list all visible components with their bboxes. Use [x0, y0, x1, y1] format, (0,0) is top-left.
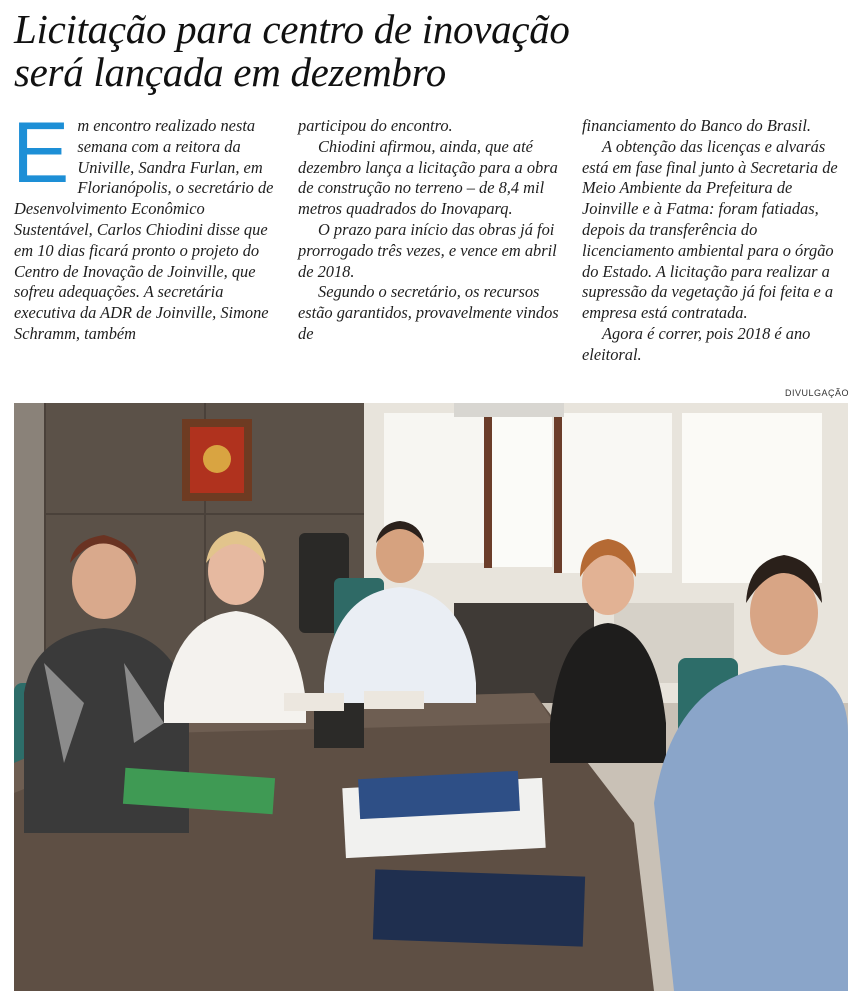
paragraph-5: A obtenção das licenças e alvarás está em fase final junto à Secretaria de Meio Ambiente da Prefeitura de Joinville e à Fatma: foram fatiadas, depois da transferência do licenciamento ambiental para o órgão do Estado. A licitação para realizar a supressão da vegetação já foi feita e a empresa está contratada. — [582, 136, 838, 323]
paragraph-1-continued: participou do encontro. — [298, 116, 453, 135]
paragraph-1 — [12, 105, 284, 345]
paragraph-4-continued: financiamento do Banco do Brasil. — [582, 116, 811, 135]
paragraph-4: Segundo o secretário, os recursos estão garantidos, provavelmente vindos de — [298, 282, 559, 343]
article-column-2 — [298, 116, 568, 345]
paragraph-2: Chiodini afirmou, ainda, que até dezembro lança a licitação para a obra de construção no terreno – de 8,4 mil metros quadrados do Inovaparq. — [298, 136, 558, 219]
photo-credit: DIVULGAÇÃO — [784, 388, 849, 398]
meeting-photo-illustration — [14, 403, 848, 991]
article-column-3 — [582, 116, 852, 366]
meeting-photo — [14, 403, 848, 991]
person-1 — [72, 543, 136, 619]
headline-line-2: será lançada em dezembro — [14, 49, 446, 95]
dark-folder — [373, 869, 585, 946]
article-column-1 — [12, 105, 284, 345]
headline-line-1: Licitação para centro de inovação — [14, 6, 570, 52]
paragraph-6: Agora é correr, pois 2018 é ano eleitoral. — [582, 323, 811, 364]
paragraph-1-text: m encontro realizado nesta semana com a reitora da Univille, Sandra Furlan, em Florianópolis, o secretário de Desenvolvimento Econômico Sustentável, Carlos Chiodini disse que em 10 dias ficará pronto o projeto do Centro de Inovação de Joinville, que sofreu adequações. A secretária executiva da ADR de Joinville, Simone Schramm, também — [14, 116, 274, 343]
drop-cap: E — [12, 105, 70, 201]
headline — [14, 8, 854, 94]
paragraph-3: O prazo para início das obras já foi prorrogado três vezes, e vence em abril de 2018. — [298, 219, 557, 281]
